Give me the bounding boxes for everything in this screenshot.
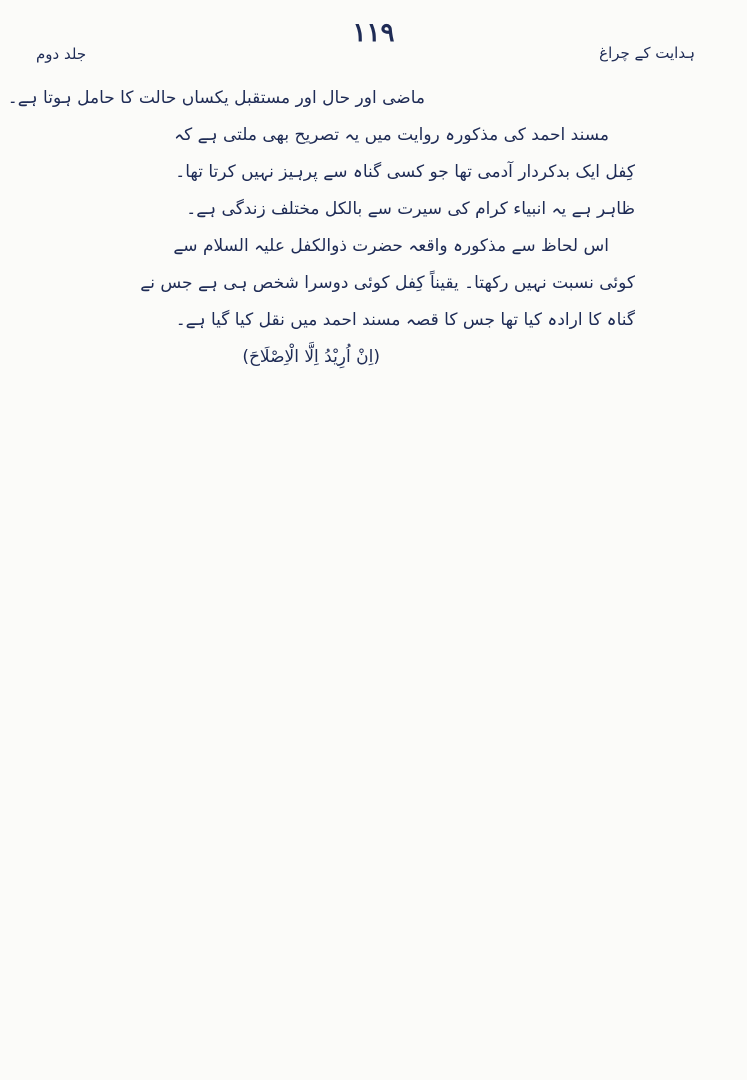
- body-text: [7, 80, 635, 376]
- text-line: گناہ کا ارادہ کیا تھا جس کا قصہ مسند احمد میں نقل کیا گیا ہے۔: [175, 310, 635, 330]
- book-title: ہدایت کے چراغ: [599, 44, 695, 62]
- text-line: کِفل ایک بدکردار آدمی تھا جو کسی گناہ سے پرہیز نہیں کرتا تھا۔: [175, 162, 635, 182]
- text-line: مسند احمد کی مذکورہ روایت میں یہ تصریح بھی ملتی ہے کہ: [174, 125, 609, 145]
- text-line: اس لحاظ سے مذکورہ واقعہ حضرت ذوالکفل علیہ السلام سے: [173, 236, 609, 256]
- page-number: ۱۱۹: [352, 18, 395, 48]
- text-line: کوئی نسبت نہیں رکھتا۔ یقیناً کِفل کوئی دوسرا شخص ہی ہے جس نے: [140, 273, 635, 293]
- volume-label: جلد دوم: [36, 45, 87, 63]
- text-line: ماضی اور حال اور مستقبل یکساں حالت کا حامل ہوتا ہے۔: [7, 88, 425, 108]
- text-line: ظاہر ہے یہ انبیاء کرام کی سیرت سے بالکل مختلف زندگی ہے۔: [186, 199, 635, 219]
- closing-verse: (اِنْ اُرِیْدُ اِلَّا الْاِصْلَاحَ): [242, 347, 380, 367]
